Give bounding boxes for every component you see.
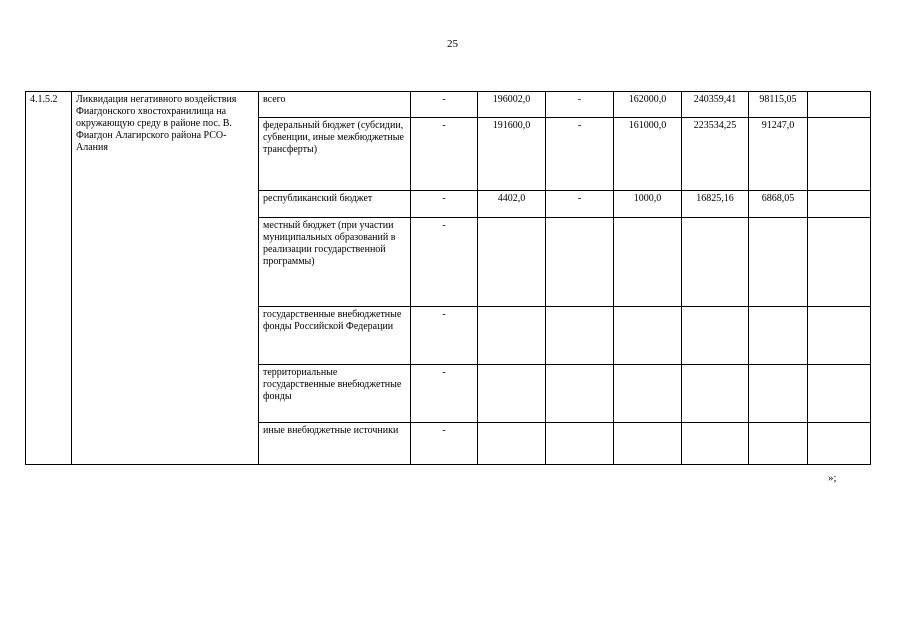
value-cell: - — [411, 191, 478, 218]
value-cell: - — [546, 118, 614, 191]
value-cell — [546, 307, 614, 365]
value-cell: 162000,0 — [614, 92, 682, 118]
row-title: Ликвидация негативного воздействия Фиагдонского хвостохранилища на окружающую среду в районе пос. В. Фиагдон Алагирского района РСО-Алания — [72, 92, 259, 465]
value-cell — [614, 218, 682, 307]
value-cell — [808, 365, 871, 423]
value-cell — [808, 118, 871, 191]
source-label: всего — [259, 92, 411, 118]
value-cell: 196002,0 — [478, 92, 546, 118]
value-cell — [478, 423, 546, 465]
value-cell — [546, 423, 614, 465]
value-cell: - — [411, 92, 478, 118]
value-cell — [546, 218, 614, 307]
value-cell — [808, 191, 871, 218]
value-cell: 223534,25 — [682, 118, 749, 191]
value-cell — [546, 365, 614, 423]
source-label: федеральный бюджет (субсидии, субвенции, иные межбюджетные трансферты) — [259, 118, 411, 191]
value-cell — [614, 307, 682, 365]
value-cell — [682, 218, 749, 307]
value-cell — [682, 365, 749, 423]
value-cell — [749, 365, 808, 423]
budget-table — [25, 91, 871, 465]
value-cell — [614, 423, 682, 465]
value-cell: 240359,41 — [682, 92, 749, 118]
value-cell: 191600,0 — [478, 118, 546, 191]
value-cell: - — [411, 365, 478, 423]
source-label: местный бюджет (при участии муниципальных образований в реализации государственной программы) — [259, 218, 411, 307]
source-label: государственные внебюджетные фонды Российской Федерации — [259, 307, 411, 365]
closing-quote-mark: »; — [828, 472, 837, 484]
value-cell: 4402,0 — [478, 191, 546, 218]
value-cell: 98115,05 — [749, 92, 808, 118]
value-cell — [478, 218, 546, 307]
value-cell — [749, 307, 808, 365]
row-code: 4.1.5.2 — [26, 92, 72, 465]
value-cell — [682, 423, 749, 465]
value-cell — [749, 218, 808, 307]
value-cell: - — [411, 218, 478, 307]
value-cell: 91247,0 — [749, 118, 808, 191]
source-label: территориальные государственные внебюджетные фонды — [259, 365, 411, 423]
value-cell — [749, 423, 808, 465]
value-cell — [478, 365, 546, 423]
value-cell — [682, 307, 749, 365]
value-cell: - — [546, 191, 614, 218]
page-number: 25 — [447, 38, 458, 50]
source-label: республиканский бюджет — [259, 191, 411, 218]
value-cell: - — [546, 92, 614, 118]
value-cell — [808, 218, 871, 307]
value-cell: 1000,0 — [614, 191, 682, 218]
value-cell — [808, 92, 871, 118]
value-cell — [808, 423, 871, 465]
value-cell: - — [411, 307, 478, 365]
value-cell: 161000,0 — [614, 118, 682, 191]
value-cell — [614, 365, 682, 423]
table-row — [26, 92, 871, 118]
value-cell: - — [411, 423, 478, 465]
value-cell: 16825,16 — [682, 191, 749, 218]
value-cell — [808, 307, 871, 365]
value-cell: - — [411, 118, 478, 191]
value-cell — [478, 307, 546, 365]
value-cell: 6868,05 — [749, 191, 808, 218]
source-label: иные внебюджетные источники — [259, 423, 411, 465]
